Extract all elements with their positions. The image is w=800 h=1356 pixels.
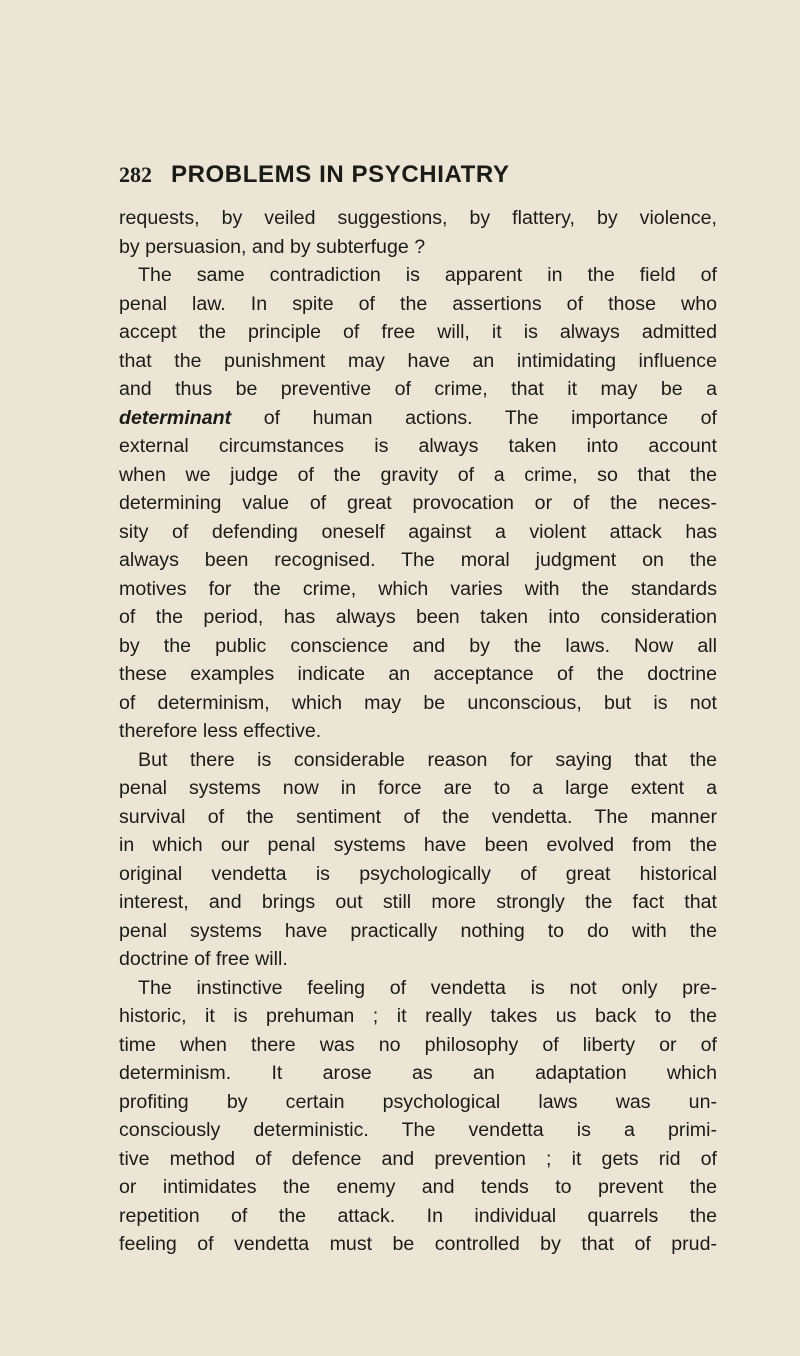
text-line-emphasis <box>119 404 717 433</box>
emphasized-term: determinant <box>119 406 232 429</box>
text-line: in which our penal systems have been evolved from the <box>119 834 717 856</box>
text-line: doctrine of free will. <box>119 948 288 970</box>
text-line: by persuasion, and by subterfuge ? <box>119 235 426 258</box>
text-fragment: of human actions. The importance of <box>231 406 717 429</box>
text-line: determinism. It arose as an adaptation which <box>119 1062 717 1084</box>
text-line: penal law. In spite of the assertions of those who <box>119 292 717 315</box>
text-line: But there is considerable reason for saying that the <box>138 748 717 771</box>
text-line: interest, and brings out still more strongly the fact that <box>119 891 717 913</box>
text-line: penal systems now in force are to a large extent a <box>119 777 717 799</box>
text-line: external circumstances is always taken into account <box>119 435 717 457</box>
text-line: historic, it is prehuman ; it really takes us back to the <box>119 1005 717 1027</box>
body-text <box>119 204 717 1259</box>
text-line: determining value of great provocation or of the neces- <box>119 492 717 514</box>
book-title: PROBLEMS IN PSYCHIATRY <box>171 161 510 188</box>
text-line: tive method of defence and prevention ; it gets rid of <box>119 1147 717 1170</box>
text-line: by the public conscience and by the laws. Now all <box>119 634 717 657</box>
text-line: The same contradiction is apparent in the field of <box>138 264 717 286</box>
page-number: 282 <box>119 162 152 187</box>
text-line: time when there was no philosophy of liberty or of <box>119 1033 717 1056</box>
text-line: that the punishment may have an intimidating influence <box>119 349 717 372</box>
text-line: accept the principle of free will, it is always admitted <box>119 321 717 343</box>
text-line: these examples indicate an acceptance of the doctrine <box>119 663 717 685</box>
text-line: penal systems have practically nothing to do with the <box>119 919 717 942</box>
text-line: and thus be preventive of crime, that it may be a <box>119 378 717 400</box>
text-line: original vendetta is psychologically of great historical <box>119 862 717 885</box>
text-line: sity of defending oneself against a violent attack has <box>119 520 717 543</box>
text-line: profiting by certain psychological laws was un- <box>119 1090 717 1113</box>
text-line: of the period, has always been taken into consideration <box>119 606 717 628</box>
text-line: repetition of the attack. In individual quarrels the <box>119 1204 717 1227</box>
text-line: always been recognised. The moral judgment on the <box>119 549 717 571</box>
text-line: therefore less effective. <box>119 720 322 742</box>
text-line: of determinism, which may be unconscious, but is not <box>119 691 717 714</box>
text-line: feeling of vendetta must be controlled by that of prud- <box>119 1233 717 1255</box>
text-line: when we judge of the gravity of a crime, so that the <box>119 463 717 486</box>
text-line: requests, by veiled suggestions, by flattery, by violence, <box>119 207 717 229</box>
text-line: consciously deterministic. The vendetta is a primi- <box>119 1119 717 1141</box>
text-line: The instinctive feeling of vendetta is not only pre- <box>138 976 717 999</box>
text-line: or intimidates the enemy and tends to prevent the <box>119 1176 717 1198</box>
text-line: motives for the crime, which varies with the standards <box>119 577 717 600</box>
running-head <box>119 158 739 192</box>
text-line: survival of the sentiment of the vendetta. The manner <box>119 805 717 828</box>
